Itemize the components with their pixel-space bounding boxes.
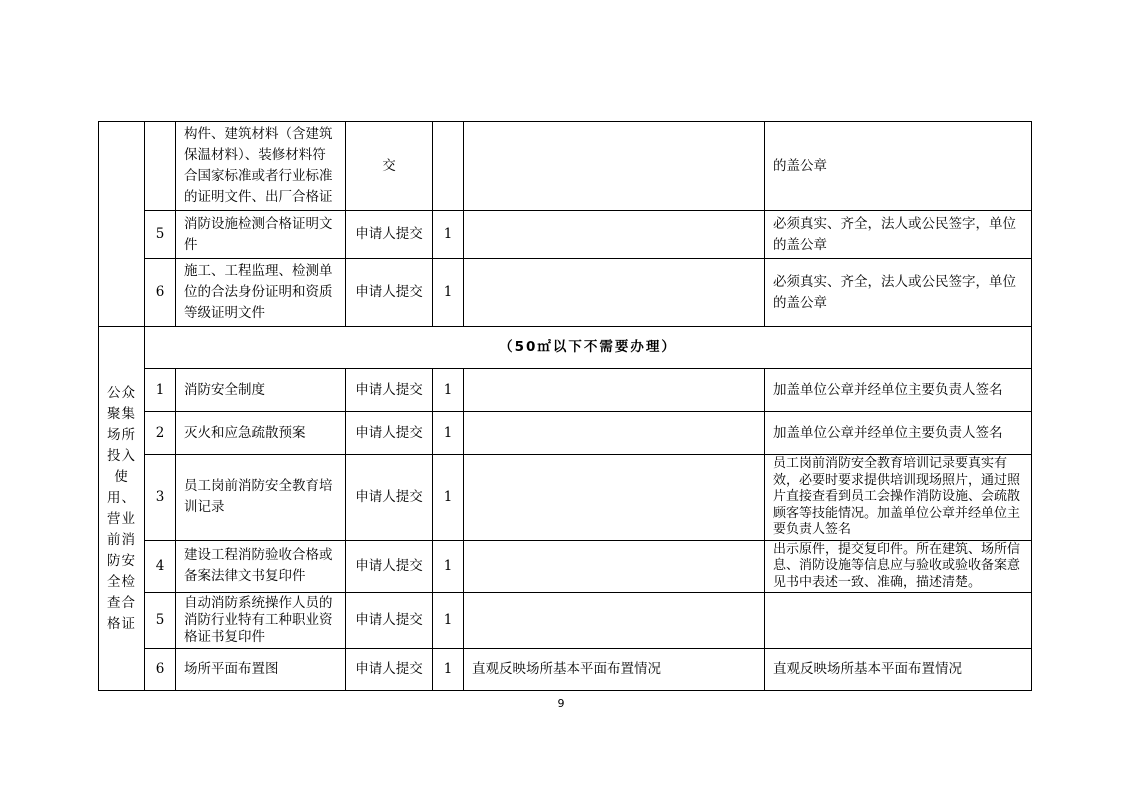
copies: 1 (433, 412, 464, 455)
row-number: 5 (145, 593, 176, 649)
row-number (145, 122, 176, 211)
copies: 1 (433, 649, 464, 691)
remark: 直观反映场所基本平面布置情况 (464, 649, 765, 691)
remark (464, 369, 765, 412)
requirement: 必须真实、齐全，法人或公民签字，单位的盖公章 (765, 211, 1032, 259)
copies (433, 122, 464, 211)
copies: 1 (433, 369, 464, 412)
requirement (765, 593, 1032, 649)
document-name: 消防安全制度 (176, 369, 346, 412)
category-cell-empty (99, 122, 145, 327)
table-row (99, 259, 1032, 327)
requirement: 出示原件，提交复印件。所在建筑、场所信息、消防设施等信息应与验收或验收备案意见书中表述一致、准确，描述清楚。 (765, 540, 1032, 593)
submitter: 申请人提交 (346, 369, 433, 412)
remark (464, 122, 765, 211)
document-name: 自动消防系统操作人员的消防行业特有工种职业资格证书复印件 (176, 593, 346, 649)
requirement: 直观反映场所基本平面布置情况 (765, 649, 1032, 691)
remark (464, 455, 765, 541)
document-name: 场所平面布置图 (176, 649, 346, 691)
row-number: 6 (145, 649, 176, 691)
submitter: 申请人提交 (346, 540, 433, 593)
submitter: 申请人提交 (346, 412, 433, 455)
document-name: 灭火和应急疏散预案 (176, 412, 346, 455)
table-row (99, 593, 1032, 649)
table-row (99, 412, 1032, 455)
section-banner: （50㎡以下不需要办理） (145, 327, 1032, 369)
table-row (99, 211, 1032, 259)
requirement: 必须真实、齐全，法人或公民签字，单位的盖公章 (765, 259, 1032, 327)
document-name: 消防设施检测合格证明文件 (176, 211, 346, 259)
table-row (99, 122, 1032, 211)
section-banner-row (99, 327, 1032, 369)
remark (464, 259, 765, 327)
table-row (99, 649, 1032, 691)
row-number: 2 (145, 412, 176, 455)
copies: 1 (433, 455, 464, 541)
row-number: 4 (145, 540, 176, 593)
submitter: 申请人提交 (346, 593, 433, 649)
remark (464, 593, 765, 649)
table-row (99, 455, 1032, 541)
copies: 1 (433, 540, 464, 593)
submitter: 申请人提交 (346, 455, 433, 541)
page-number: 9 (557, 697, 565, 710)
document-name: 建设工程消防验收合格或备案法律文书复印件 (176, 540, 346, 593)
table-row (99, 369, 1032, 412)
copies: 1 (433, 211, 464, 259)
row-number: 1 (145, 369, 176, 412)
copies: 1 (433, 593, 464, 649)
submitter: 申请人提交 (346, 649, 433, 691)
submitter: 交 (346, 122, 433, 211)
requirements-table (98, 121, 1032, 691)
requirement: 加盖单位公章并经单位主要负责人签名 (765, 369, 1032, 412)
remark (464, 211, 765, 259)
table-row (99, 540, 1032, 593)
submitter: 申请人提交 (346, 259, 433, 327)
row-number: 3 (145, 455, 176, 541)
row-number: 6 (145, 259, 176, 327)
requirement: 的盖公章 (765, 122, 1032, 211)
document-name: 构件、建筑材料（含建筑保温材料）、装修材料符合国家标准或者行业标准的证明文件、出厂合格证 (176, 122, 346, 211)
category-cell: 公众 聚集 场所 投入 使 用、 营业 前消 防安 全检 查合 格证 (99, 327, 145, 691)
submitter: 申请人提交 (346, 211, 433, 259)
remark (464, 412, 765, 455)
copies: 1 (433, 259, 464, 327)
document-name: 施工、工程监理、检测单位的合法身份证明和资质等级证明文件 (176, 259, 346, 327)
remark (464, 540, 765, 593)
requirement: 加盖单位公章并经单位主要负责人签名 (765, 412, 1032, 455)
document-name: 员工岗前消防安全教育培训记录 (176, 455, 346, 541)
row-number: 5 (145, 211, 176, 259)
requirement: 员工岗前消防安全教育培训记录要真实有效，必要时要求提供培训现场照片，通过照片直接查看到员工会操作消防设施、会疏散顾客等技能情况。加盖单位公章并经单位主要负责人签名 (765, 455, 1032, 541)
